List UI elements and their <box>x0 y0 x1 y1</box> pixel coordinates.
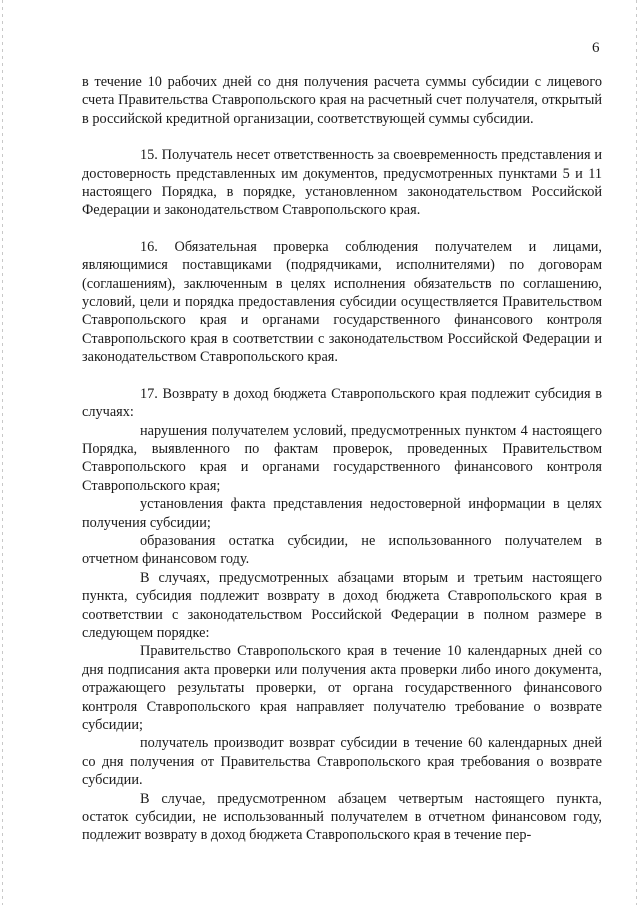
paragraph-17-case-violation: нарушения получателем условий, предусмотренных пунктом 4 настоящего Порядка, выявленного по фактам проверок, проведенных Правительством Ставропольского края и органами государственного финансового контроля Ставропольского края; <box>82 422 602 494</box>
paragraph-17-government-demand: Правительство Ставропольского края в течение 10 календарных дней со дня подписания акта проверки или получения акта проверки либо иного документа, отражающего результаты проверки, от органа государственного финансового контроля Ставропольского края направляет получателю требование о возврате субсидии; <box>82 643 602 733</box>
scan-edge-right <box>636 0 637 905</box>
page-number: 6 <box>592 40 600 56</box>
paragraph-17-recipient-return: получатель производит возврат субсидии в течение 60 календарных дней со дня получения от Правительства Ставропольского края требования о возврате субсидии. <box>82 735 602 789</box>
paragraph-16: 16. Обязательная проверка соблюдения получателем и лицами, являющимися поставщиками (подрядчиками, исполнителями) по договорам (соглашениям), заключенным в целях исполнения обязательств по соглашению, условий, цели и порядка предоставления субсидии осуществляется Правительством Ставропольского края и органами государственного финансового контроля Ставропольского края в соответствии с законодательством Российской Федерации и законодательством Ставропольского края. <box>82 238 602 366</box>
scan-edge-left <box>2 0 3 905</box>
paragraph-continuation: в течение 10 рабочих дней со дня получения расчета суммы субсидии с лицевого счета Правительства Ставропольского края на расчетный счет получателя, открытый в российской кредитной организации, соответствующей суммы субсидии. <box>82 74 602 127</box>
paragraph-17-case-false-info: установления факта представления недостоверной информации в целях получения субсидии; <box>82 496 602 531</box>
paragraph-17-return-order: В случаях, предусмотренных абзацами вторым и третьим настоящего пункта, субсидия подлежит возврату в доход бюджета Ставропольского края в соответствии с законодательством Российской Федерации в полном размере в следующем порядке: <box>82 569 602 641</box>
paragraph-17: 17. Возврату в доход бюджета Ставропольского края подлежит субсидия в случаях: <box>82 385 602 421</box>
document-body <box>82 73 602 845</box>
paragraph-17-remainder-return: В случае, предусмотренном абзацем четвертым настоящего пункта, остаток субсидии, не использованный получателем в отчетном финансовом году, подлежит возврату в доход бюджета Ставропольского края в течение пер- <box>82 790 602 844</box>
paragraph-17-case-remainder: образования остатка субсидии, не использованного получателем в отчетном финансовом году. <box>82 532 602 568</box>
paragraph-15: 15. Получатель несет ответственность за своевременность представления и достоверность представленных им документов, предусмотренных пунктами 5 и 11 настоящего Порядка, в порядке, установленном законодательством Российской Федерации и законодательством Ставропольского края. <box>82 147 602 219</box>
